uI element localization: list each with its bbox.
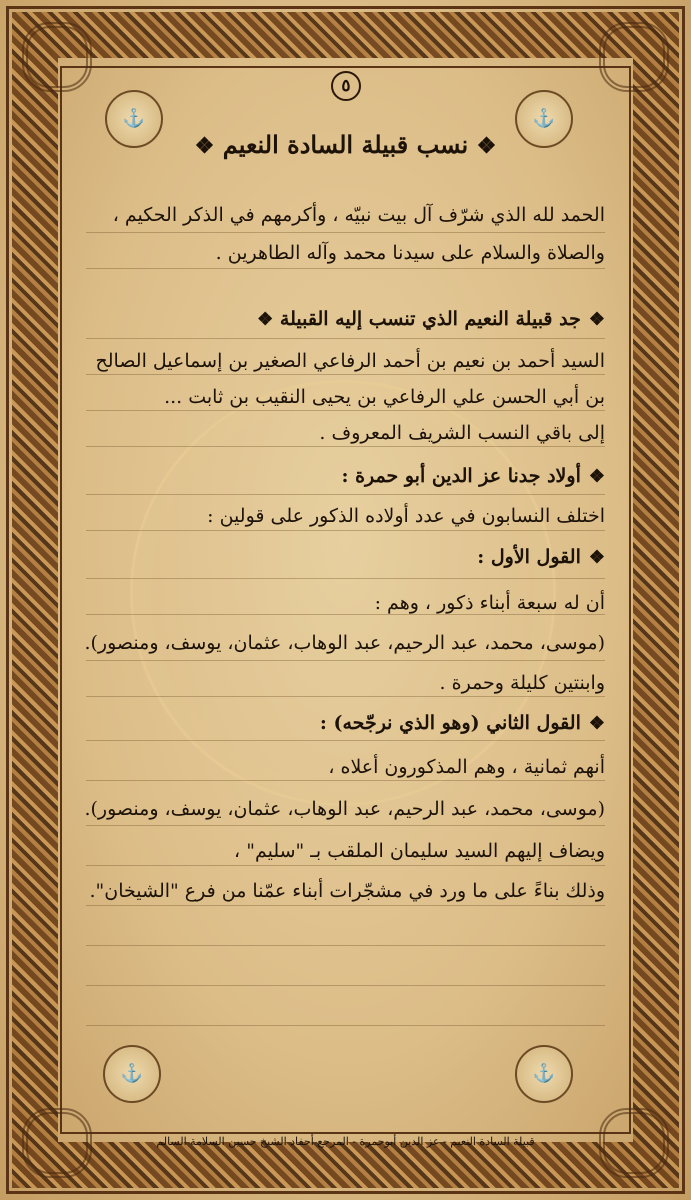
section-heading: ❖القول الأول :: [477, 546, 605, 568]
ruled-line: [86, 374, 605, 375]
lineage-line: بن أبي الحسن علي الرفاعي بن يحيى النقيب بن ثابت ...: [164, 386, 605, 408]
page-title: [150, 130, 541, 159]
ruled-line: [86, 905, 605, 906]
page-number: ٥: [331, 71, 361, 101]
diamond-icon: ❖: [588, 713, 605, 734]
ruled-line: [86, 494, 605, 495]
body-line: (موسى، محمد، عبد الرحيم، عبد الوهاب، عثمان، يوسف، ومنصور).: [84, 798, 605, 820]
ruled-line: [86, 1025, 605, 1026]
body-line: اختلف النسابون في عدد أولاده الذكور على قولين :: [207, 505, 605, 527]
section-heading: ❖جد قبيلة النعيم الذي تنسب إليه القبيلة ❖: [257, 308, 605, 330]
title-text: نسب قبيلة السادة النعيم: [222, 130, 469, 159]
body-line: وذلك بناءً على ما ورد في مشجّرات أبناء عمّنا من فرع "الشيخان".: [89, 880, 605, 902]
body-line: أن له سبعة أبناء ذكور ، وهم :: [374, 592, 605, 614]
tribe-emblem-icon: ⚓: [515, 90, 573, 148]
ruled-line: [86, 945, 605, 946]
corner-ornament: [22, 22, 92, 92]
lineage-line: إلى باقي النسب الشريف المعروف .: [319, 422, 605, 444]
diamond-icon: ❖: [476, 133, 497, 159]
diamond-icon: ❖: [588, 466, 605, 487]
body-line: (موسى، محمد، عبد الرحيم، عبد الوهاب، عثمان، يوسف، ومنصور).: [84, 632, 605, 654]
tribe-emblem-icon: ⚓: [103, 1045, 161, 1103]
body-line: وابنتين كليلة وحمرة .: [439, 672, 605, 694]
diamond-icon: ❖: [588, 309, 605, 330]
diamond-icon: ❖: [257, 309, 274, 330]
ruled-line: [86, 446, 605, 447]
ruled-line: [86, 410, 605, 411]
ruled-line: [86, 614, 605, 615]
intro-line: والصلاة والسلام على سيدنا محمد وآله الطاهرين .: [215, 242, 605, 264]
ruled-line: [86, 985, 605, 986]
ruled-line: [86, 740, 605, 741]
ruled-line: [86, 825, 605, 826]
footer-credit: قبيلة السادة النعيم - عز الدين أبوحمرة - المرجع أحفاد الشيخ حسين السلامة السالم: [156, 1135, 535, 1148]
lineage-line: السيد أحمد بن نعيم بن أحمد الرفاعي الصغير بن إسماعيل الصالح: [95, 350, 605, 372]
ruled-line: [86, 268, 605, 269]
diamond-icon: ❖: [194, 133, 215, 159]
ruled-line: [86, 865, 605, 866]
diamond-icon: ❖: [588, 547, 605, 568]
corner-ornament: [599, 22, 669, 92]
ruled-line: [86, 232, 605, 233]
ruled-line: [86, 578, 605, 579]
section-heading: ❖القول الثاني (وهو الذي نرجّحه) :: [319, 712, 605, 734]
body-line: ويضاف إليهم السيد سليمان الملقب بـ "سليم" ،: [234, 840, 605, 862]
ruled-line: [86, 780, 605, 781]
ruled-line: [86, 660, 605, 661]
ruled-line: [86, 530, 605, 531]
tribe-emblem-icon: ⚓: [515, 1045, 573, 1103]
ruled-line: [86, 338, 605, 339]
section-heading: ❖أولاد جدنا عز الدين أبو حمرة :: [341, 465, 605, 487]
intro-line: الحمد لله الذي شرّف آل بيت نبيّه ، وأكرمهم في الذكر الحكيم ،: [112, 204, 605, 226]
ruled-line: [86, 696, 605, 697]
body-line: أنهم ثمانية ، وهم المذكورون أعلاه ،: [328, 756, 605, 778]
tribe-emblem-icon: ⚓: [105, 90, 163, 148]
